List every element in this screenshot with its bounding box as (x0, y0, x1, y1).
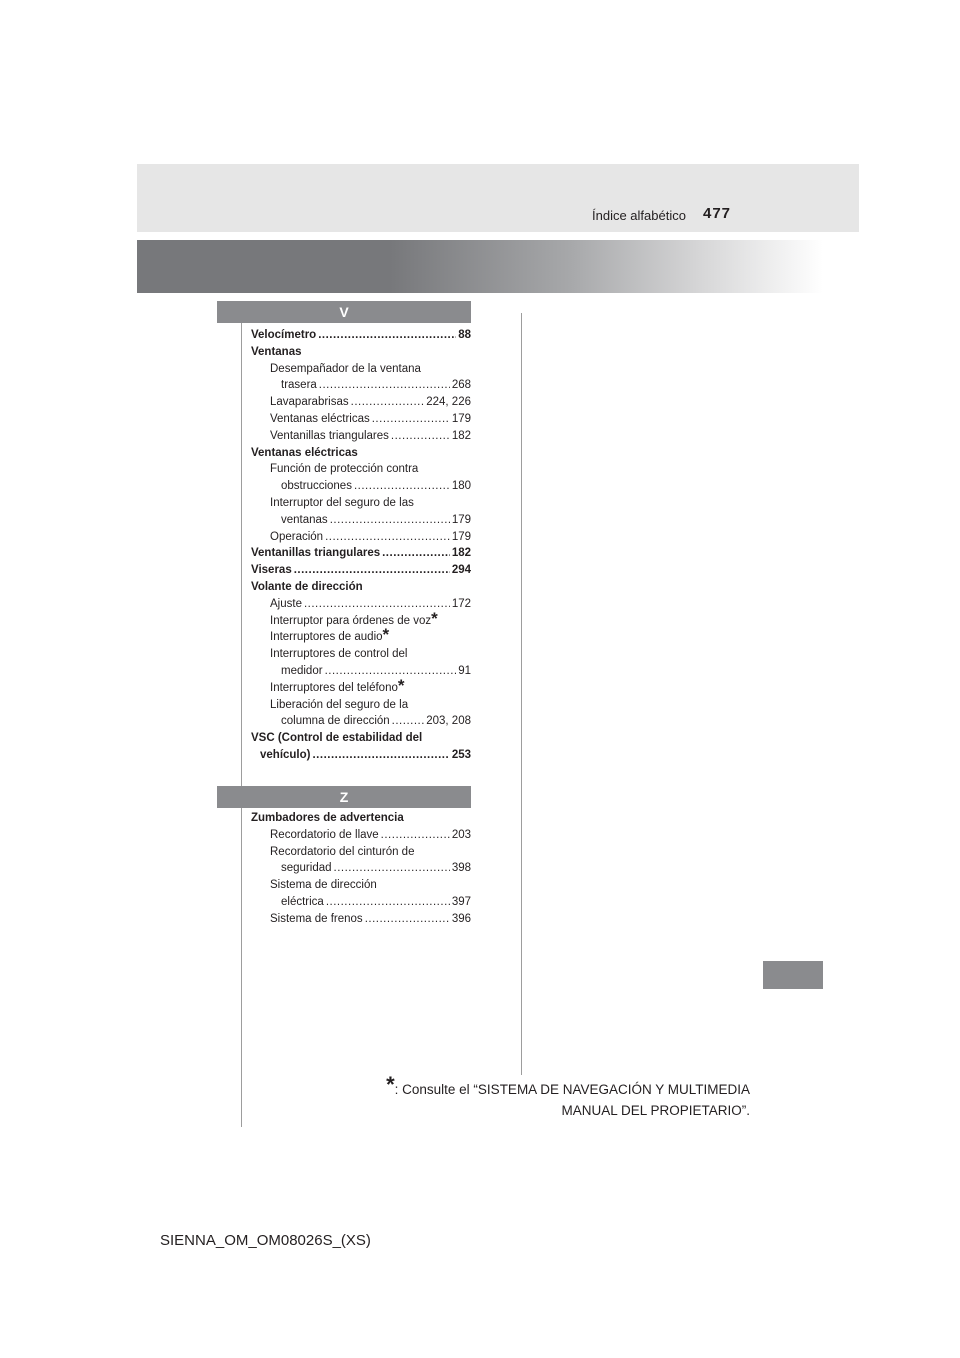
entry-term: Velocímetro (251, 329, 317, 341)
entry-term: Interruptores del teléfono (270, 681, 398, 694)
entry-term: Interruptor del seguro de las (270, 496, 414, 509)
dot-leader (319, 377, 450, 394)
entry-page: 179 (451, 513, 471, 526)
entry-term: vehículo) (260, 748, 311, 761)
dot-leader (372, 411, 450, 428)
dot-leader (365, 911, 450, 928)
dot-leader (294, 562, 450, 579)
entry-term: Interruptores de control del (270, 648, 408, 661)
footnote-star: * (386, 1072, 395, 1097)
entry-term: Interruptor para órdenes de voz (270, 614, 432, 627)
index-entry (251, 512, 471, 529)
header-band (137, 164, 859, 232)
entry-page: 179 (451, 412, 471, 425)
entry-term: Función de protección contra (270, 463, 419, 476)
entry-term: Viseras (251, 564, 292, 577)
entry-term: Desempañador de la ventana (270, 362, 421, 375)
index-entry (251, 529, 471, 546)
dot-leader (382, 545, 450, 562)
footnote-line-2: MANUAL DEL PROPIETARIO”. (561, 1103, 750, 1118)
entry-term: Ventanas (251, 345, 302, 358)
index-entry (251, 377, 471, 394)
entry-term: medidor (281, 664, 323, 677)
index-entries-z (251, 810, 471, 928)
index-entry (251, 730, 471, 747)
index-entry (251, 894, 471, 911)
entry-page: 182 (451, 547, 471, 560)
entry-page: 88 (458, 329, 471, 341)
index-entry (251, 411, 471, 428)
gradient-banner (137, 240, 859, 293)
index-entries-v (251, 327, 471, 764)
entry-term: Sistema de dirección (270, 879, 377, 892)
index-entry (251, 911, 471, 928)
entry-page: 396 (451, 912, 471, 925)
dot-leader (334, 860, 450, 877)
entry-term: Volante de dirección (251, 580, 363, 593)
index-entry (251, 596, 471, 613)
entry-term: eléctrica (281, 895, 324, 908)
dot-leader (312, 747, 449, 764)
entry-term: trasera (281, 379, 317, 392)
index-entry (251, 827, 471, 844)
dot-leader (325, 529, 450, 546)
entry-page: 268 (451, 379, 471, 392)
index-entry (251, 860, 471, 877)
dot-leader (318, 327, 456, 344)
index-entry (251, 394, 471, 411)
entry-term: Liberación del seguro de la (270, 698, 409, 711)
index-entry (251, 646, 471, 663)
dot-leader (354, 478, 450, 495)
entry-term: Zumbadores de advertencia (251, 812, 404, 824)
entry-page: 398 (451, 862, 471, 875)
index-entry (251, 562, 471, 579)
index-entry (251, 810, 471, 827)
entry-term: Recordatorio del cinturón de (270, 845, 415, 858)
section-title: Índice alfabético (592, 208, 686, 223)
entry-page: 253 (451, 748, 471, 761)
footnote-line-1 (386, 1072, 750, 1097)
entry-term: Ventanas eléctricas (251, 446, 358, 459)
dot-leader (330, 512, 450, 529)
letter-heading-z: Z (217, 786, 471, 808)
entry-page: 180 (451, 480, 471, 493)
letter-heading-v: V (217, 301, 471, 323)
entry-term: Recordatorio de llave (270, 828, 379, 841)
index-entry (251, 344, 471, 361)
entry-term: Ventanas eléctricas (270, 412, 370, 425)
entry-term: Ajuste (270, 597, 302, 610)
entry-page: 172 (451, 597, 471, 610)
chapter-tab (763, 961, 823, 989)
index-entry (251, 663, 471, 680)
entry-term: seguridad (281, 862, 332, 875)
entry-page: 182 (451, 429, 471, 442)
entry-term: Sistema de frenos (270, 912, 363, 925)
entry-page: 224, 226 (426, 396, 471, 409)
index-entry: Interruptores del teléfono * (270, 675, 405, 695)
index-entry (251, 461, 471, 478)
index-entry (251, 361, 471, 378)
dot-leader (326, 894, 450, 911)
document-code: SIENNA_OM_OM08026S_(XS) (160, 1232, 371, 1249)
dot-leader (392, 713, 425, 730)
index-entry: Interruptores de audio * (270, 625, 390, 645)
index-entry (251, 844, 471, 861)
dot-leader (351, 394, 425, 411)
index-entry (251, 327, 471, 344)
footnote-text-1: : Consulte el “SISTEMA DE NAVEGACIÓN Y MULTIMEDIA (394, 1082, 750, 1097)
entry-page: 203 (451, 828, 471, 841)
dot-leader (391, 428, 450, 445)
index-entry (251, 428, 471, 445)
index-entry (251, 713, 471, 730)
entry-term: Operación (270, 530, 324, 543)
entry-term: columna de dirección (281, 715, 390, 728)
index-entry (251, 747, 471, 764)
dot-leader (325, 663, 457, 680)
index-entry: Interruptor para órdenes de voz * (270, 608, 438, 628)
entry-term: VSC (Control de estabilidad del (251, 732, 423, 745)
entry-term: ventanas (281, 513, 328, 526)
index-entry (251, 697, 471, 714)
entry-page: 91 (458, 664, 471, 677)
entry-page: 294 (451, 564, 471, 577)
entry-page: 397 (451, 895, 471, 908)
dot-leader (381, 827, 450, 844)
dot-leader (304, 596, 450, 613)
index-entry (251, 579, 471, 596)
index-entry (251, 478, 471, 495)
index-entry (251, 495, 471, 512)
index-entry (251, 545, 471, 562)
entry-page: 203, 208 (426, 715, 471, 728)
entry-term: Interruptores de audio (270, 631, 383, 644)
column-divider (521, 313, 522, 1075)
index-entry (251, 877, 471, 894)
entry-term: Lavaparabrisas (270, 396, 349, 409)
entry-page: 179 (451, 530, 471, 543)
entry-term: Ventanillas triangulares (270, 429, 389, 442)
left-rule (241, 301, 242, 1127)
entry-term: Ventanillas triangulares (251, 547, 381, 560)
page-number: 477 (703, 205, 732, 222)
index-entry (251, 445, 471, 462)
entry-term: obstrucciones (281, 480, 352, 493)
